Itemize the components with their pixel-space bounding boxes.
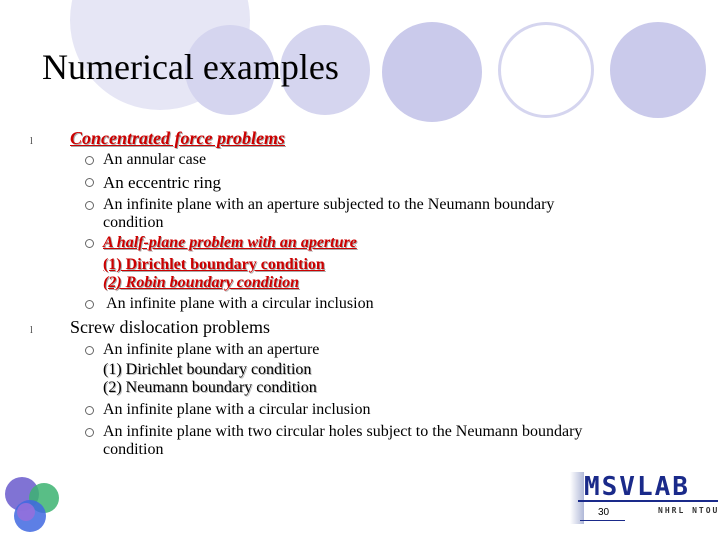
decorative-circle [610,22,706,118]
page-title: Numerical examples [42,47,339,87]
circle-bullet-icon [85,428,94,437]
list-item: An infinite plane with two circular holes subject to the Neumann boundary [103,423,583,440]
footer-rule [580,520,625,521]
list-item-continuation: (2) Neumann boundary condition [103,379,317,396]
circle-bullet-icon [85,201,94,210]
list-item-continuation: condition [103,214,164,231]
list-item: An infinite plane with an aperture subjected to the Neumann boundary [103,196,555,213]
list-item-continuation: condition [103,441,164,458]
list-item-continuation: (2) Robin boundary condition [103,274,300,291]
list-item: An annular case [103,151,207,168]
decorative-circle [382,22,482,122]
msvlab-logo [570,470,720,530]
bullet-icon: l [30,325,33,336]
list-item: An infinite plane with an aperture [103,341,320,358]
section-heading: Concentrated force problems [70,128,285,148]
section-heading: Screw dislocation problems [70,317,270,337]
list-item: An infinite plane with a circular inclusion [103,295,374,312]
page-number: 30 [598,507,610,518]
logo-subtext: NHRL NTOU [658,506,720,515]
circle-bullet-icon [85,156,94,165]
list-item: An eccentric ring [103,173,221,192]
decorative-circle [498,22,594,118]
circle-bullet-icon [85,178,94,187]
bullet-icon: l [30,136,33,147]
lab-logo-icon [0,472,66,538]
list-item-continuation: (1) Dirichlet boundary condition [103,361,312,378]
list-item-continuation: (1) Dirichlet boundary condition [103,256,325,273]
list-item: An infinite plane with a circular inclusion [103,401,371,418]
circle-bullet-icon [85,300,94,309]
list-item: A half-plane problem with an aperture [103,234,357,251]
logo-text: MSVLAB [584,472,690,502]
circle-bullet-icon [85,346,94,355]
circle-bullet-icon [85,406,94,415]
circle-bullet-icon [85,239,94,248]
logo-swoosh-icon [570,472,584,524]
